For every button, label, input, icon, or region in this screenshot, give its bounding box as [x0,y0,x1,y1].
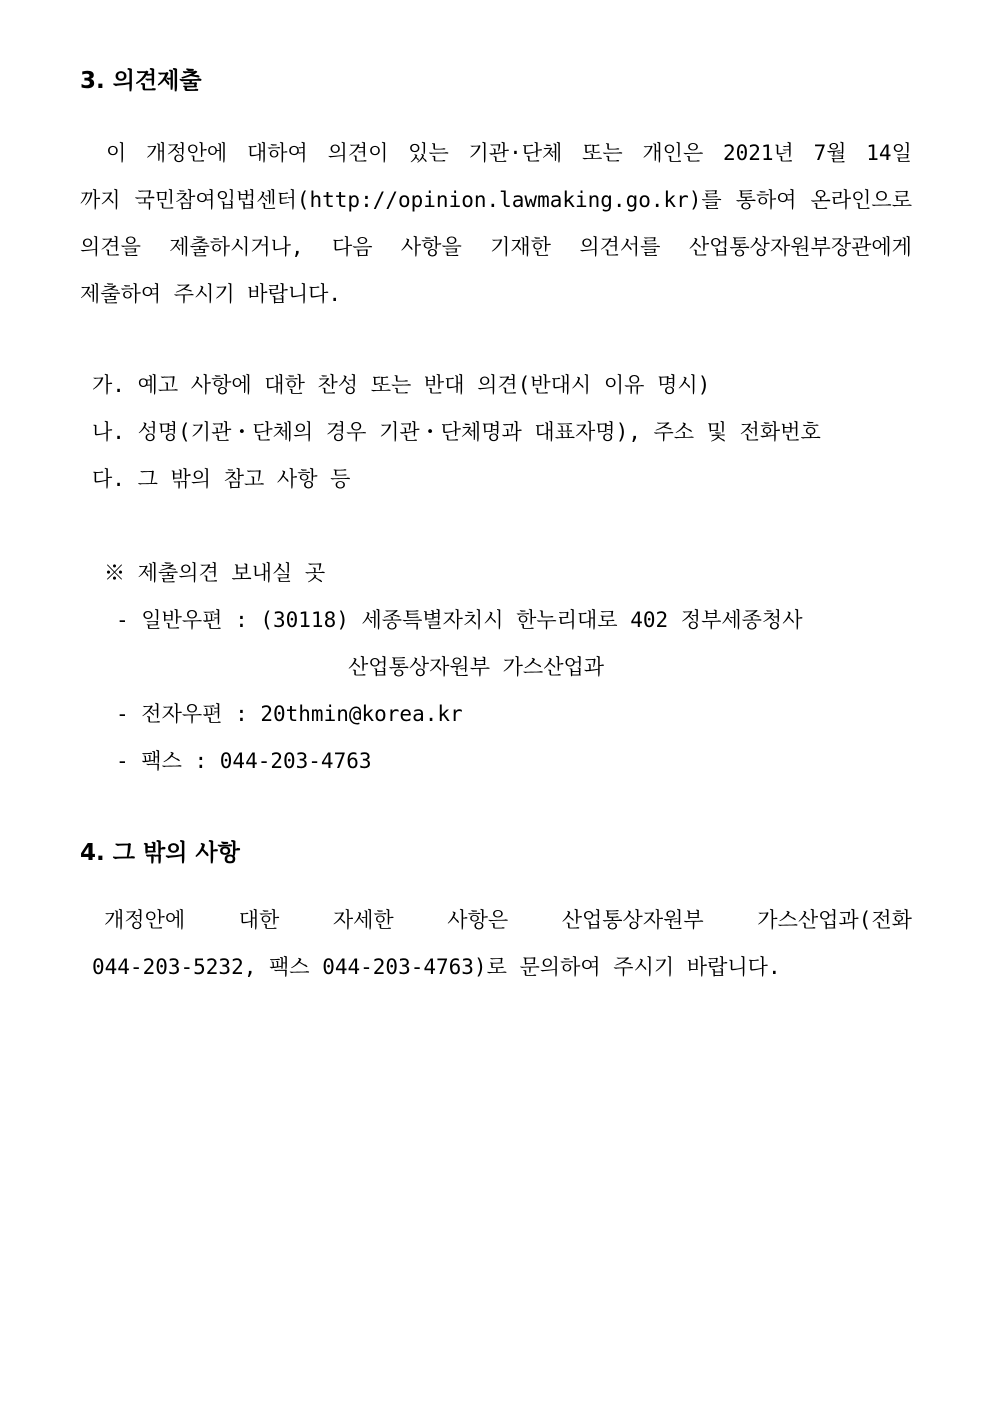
word: 개인은 [642,141,704,165]
submit-fax: - 팩스 : 044-203-4763 [116,749,372,773]
word: 기관·단체 [468,141,563,165]
word: 제출하시거나, [169,235,304,259]
word: 산업통상자원부 [561,908,704,932]
section-4-paragraph-line-1 [104,905,912,935]
word: 산업통상자원부장관에게 [688,235,912,259]
word: 자세한 [332,908,394,932]
word: 7월 [813,141,847,165]
word: 2021년 [722,141,794,165]
word: 이 [106,141,127,165]
word: 온라인으로 [810,188,912,212]
submit-title: ※ 제출의견 보내실 곳 [104,561,326,585]
submit-mail-line-1: - 일반우편 : (30118) 세종특별자치시 한누리대로 402 정부세종청사 [116,608,803,632]
word: 의견을 [80,235,141,259]
section-3-heading: 3. 의견제출 [80,68,202,94]
word: 의견이 [327,141,389,165]
section-3-paragraph-line-1 [80,138,912,168]
word: 국민참여입법센터(http://opinion.lawmaking.go.kr)를 [134,188,722,212]
word: 대한 [238,908,280,932]
word: 까지 [80,188,121,212]
section-3-paragraph-line-4: 제출하여 주시기 바랍니다. [80,282,342,306]
word: 개정안에 [146,141,228,165]
word: 사항을 [400,235,462,259]
word: 다음 [331,235,373,259]
submit-email: - 전자우편 : 20thmin@korea.kr [116,702,463,726]
word: 또는 [582,141,623,165]
word: 가스산업과(전화 [757,908,912,932]
word: 개정안에 [104,908,186,932]
submit-mail-line-2: 산업통상자원부 가스산업과 [348,655,605,679]
section-4-heading: 4. 그 밖의 사항 [80,840,240,866]
word: 대하여 [246,141,308,165]
list-item-na: 나. 성명(기관・단체의 경우 기관・단체명과 대표자명), 주소 및 전화번호 [92,420,821,444]
section-3-paragraph-line-3 [80,232,912,262]
list-item-da: 다. 그 밖의 참고 사항 등 [92,467,351,491]
word: 기재한 [490,235,551,259]
section-4-paragraph-line-2: 044-203-5232, 팩스 044-203-4763)로 문의하여 주시기 바랍니다. [92,955,781,979]
list-item-ga: 가. 예고 사항에 대한 찬성 또는 반대 의견(반대시 이유 명시) [92,373,711,397]
section-3-paragraph-line-2 [80,185,912,215]
word: 있는 [408,141,449,165]
word: 사항은 [447,908,509,932]
word: 의견서를 [579,235,661,259]
word: 통하여 [735,188,797,212]
word: 14일 [866,141,912,165]
